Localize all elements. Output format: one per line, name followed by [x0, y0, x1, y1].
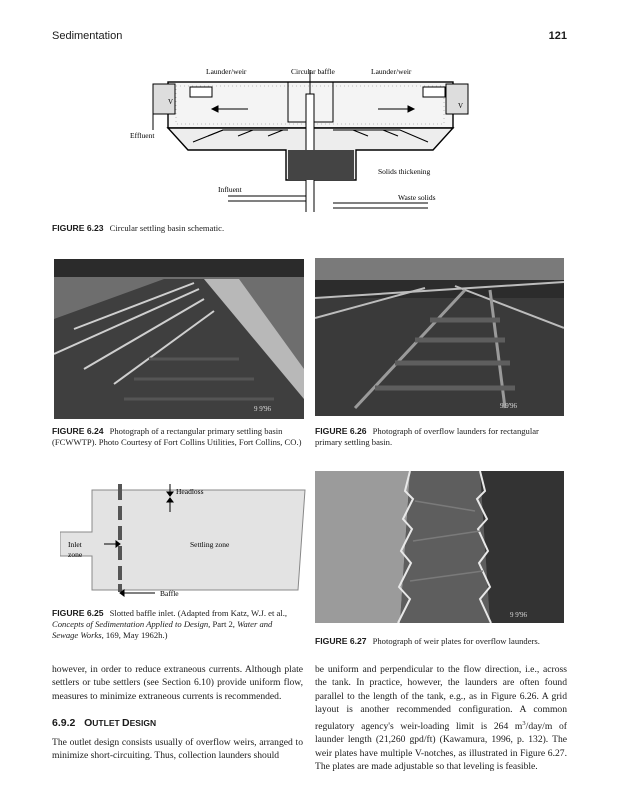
- section-title-cap2: D: [122, 717, 130, 729]
- figure-6-25-text-3a: Sewage Works,: [52, 630, 104, 640]
- figure-6-25-caption: [52, 608, 307, 641]
- circular-basin-schematic: [128, 62, 498, 212]
- figure-6-23-caption: [52, 223, 572, 234]
- body-left-paragraph-2: The outlet design consists usually of overflow weirs, arranged to minimize short-circuiting. Thus, collection launders should: [52, 737, 303, 762]
- body-right-paragraph: [315, 663, 567, 773]
- label-headloss: Headloss: [176, 487, 204, 496]
- running-title: Sedimentation: [52, 30, 123, 42]
- launder-right: [446, 84, 468, 114]
- sludge-hopper: [288, 150, 354, 180]
- label-waste-solids: Waste solids: [398, 193, 436, 202]
- section-title-rest2: ESIGN: [129, 718, 157, 728]
- figure-6-23-text: Circular settling basin schematic.: [109, 223, 225, 233]
- tank-outline: [60, 490, 305, 590]
- section-title-cap1: O: [84, 717, 93, 729]
- body-right-superscript: 3: [522, 719, 526, 727]
- figure-6-25-text-2b: Part 2,: [210, 619, 238, 629]
- label-v-left: V: [168, 98, 174, 106]
- label-inlet-zone-2: zone: [68, 550, 83, 559]
- label-v-right: V: [458, 102, 464, 110]
- figure-6-24-text: Photograph of a rectangular primary settling basin (FCWWTP). Photo Courtesy of Fort Collins Utilities, Fort Collins, CO.): [52, 426, 302, 447]
- section-number: 6.9.2: [52, 717, 76, 729]
- figure-6-27-caption: [315, 636, 570, 647]
- figure-6-27-number: FIGURE 6.27: [315, 636, 367, 646]
- label-baffle: Baffle: [160, 589, 179, 598]
- figure-6-25-text-2c: Water and: [237, 619, 273, 629]
- figure-6-27-stamp: 9 9'96: [510, 611, 528, 619]
- influent-pipe: [228, 196, 306, 201]
- figure-6-23-number: FIGURE 6.23: [52, 223, 104, 233]
- figure-6-26-number: FIGURE 6.26: [315, 426, 367, 436]
- body-right-text-a: be uniform and perpendicular to the flow direction, i.e., across the tank. In practice, however, the launders are often found parallel to the length of the tank, e.g., as in Figure 6.26. A grid layout is another recommended configuration. A common regulatory agency's weir-loading limit is 264 m: [315, 664, 567, 732]
- figure-6-25-text-1: Slotted baffle inlet. (Adapted from Katz, W.J. et al.,: [109, 608, 287, 618]
- label-settling-zone: Settling zone: [190, 540, 230, 549]
- body-left-paragraph-1: however, in order to reduce extraneous currents. Although plate settlers or tube settlers (see Section 6.10) provide uniform flow, measures to minimize extraneous currents is recommended.: [52, 664, 303, 702]
- page-number: 121: [548, 30, 567, 42]
- label-inlet-zone-1: Inlet: [68, 540, 82, 549]
- figure-6-25-text-3b: 169, May 1962h.): [103, 630, 168, 640]
- label-launder-right: Launder/weir: [371, 67, 412, 76]
- section-heading-outlet-design: [52, 717, 303, 729]
- figure-6-24-number: FIGURE 6.24: [52, 426, 104, 436]
- figure-6-26-photo: [315, 258, 564, 416]
- body-right-text-b: /day/m of launder length (21,260 gpd/ft) (Kawamura, 1996, p. 132). The weir plates have multiple V-notches, as illustrated in Figure 6.27. The plates are made adjustable so that leveling is feasible.: [315, 720, 567, 773]
- label-circular-baffle: Circular baffle: [291, 67, 335, 76]
- section-title-rest1: UTLET: [92, 718, 123, 728]
- label-solids-thickening: Solids thickening: [378, 167, 431, 176]
- figure-6-27-photo: [315, 471, 564, 623]
- figure-6-26-stamp: 9 9'96: [500, 402, 518, 410]
- figure-6-26-caption: [315, 426, 567, 448]
- label-influent: Influent: [218, 185, 242, 194]
- figure-6-24-stamp: 9 9'96: [254, 405, 272, 413]
- figure-6-24-photo: [54, 259, 304, 419]
- label-launder-left: Launder/weir: [206, 67, 247, 76]
- label-effluent: Effluent: [130, 131, 155, 140]
- figure-6-25-number: FIGURE 6.25: [52, 608, 104, 618]
- figure-6-27-text: Photograph of weir plates for overflow launders.: [372, 636, 540, 646]
- slotted-baffle-diagram: [60, 472, 310, 600]
- waste-solids-pipe: [333, 203, 428, 208]
- figure-6-25-text-2a: Concepts of Sedimentation Applied to Design,: [52, 619, 211, 629]
- figure-6-26-text: Photograph of overflow launders for rectangular primary settling basin.: [315, 426, 539, 447]
- figure-6-24-caption: [52, 426, 307, 448]
